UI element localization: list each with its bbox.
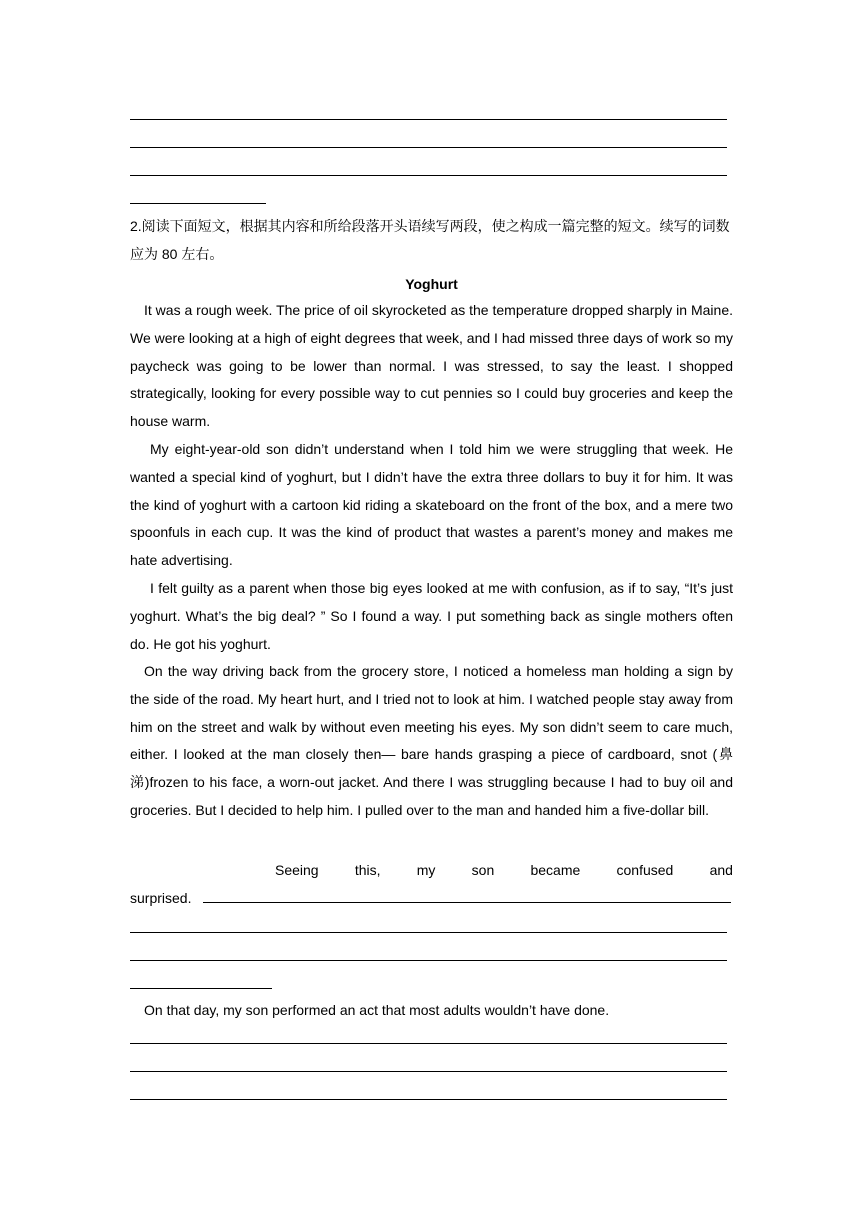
answer-line: [130, 1043, 727, 1044]
prompt-word: this,: [354, 862, 381, 878]
story-paragraph-1: It was a rough week. The price of oil skyrocketed as the temperature dropped sharply in Maine. We were looking at a high of eight degrees that week, and I had missed three days of work so my paycheck was going to be lower than normal. I was stressed, to say the least. I shopped strategically, looking for every possible way to cut pennies so I could buy groceries and keep the house warm.: [130, 302, 733, 430]
answer-line: [130, 175, 727, 176]
prompt-word: surprised.: [130, 890, 192, 906]
prompt-word: Seeing: [275, 862, 319, 878]
continuation-prompt-1-end: [130, 884, 731, 912]
answer-blank[interactable]: [203, 888, 731, 903]
continuation-prompt-2: On that day, my son performed an act that most adults wouldn’t have done.: [144, 1002, 610, 1018]
answer-line: [130, 1099, 727, 1100]
continuation-prompt-1: [130, 856, 733, 884]
answer-line: [130, 119, 727, 120]
answer-line: [130, 1071, 727, 1072]
answer-line: [130, 147, 727, 148]
prompt-word: son: [471, 862, 495, 878]
answer-line-short: [130, 988, 272, 989]
answer-line-short: [130, 203, 266, 204]
answer-line: [130, 960, 727, 961]
task-instruction: 2.阅读下面短文，根据其内容和所给段落开头语续写两段，使之构成一篇完整的短文。续写的词数应为 80 左右。: [130, 218, 730, 262]
story-paragraph-4: On the way driving back from the grocery store, I noticed a homeless man holding a sign by the side of the road. My heart hurt, and I tried not to look at him. I watched people stay away from him on the street and walk by without even meeting his eyes. My son didn’t seem to care much, either. I looked at the man closely then— bare hands grasping a piece of cardboard, snot (鼻涕)frozen to his face, a worn-out jacket. And there I was struggling because I had to buy oil and groceries. But I decided to help him. I pulled over to the man and handed him a five-dollar bill.: [130, 663, 733, 818]
story-paragraph-2: My eight-year-old son didn’t understand when I told him we were struggling that week. He wanted a special kind of yoghurt, but I didn’t have the extra three dollars to buy it for him. It was the kind of yoghurt with a cartoon kid riding a skateboard on the front of the box, and a mere two spoonfuls in each cup. It was the kind of product that wastes a parent’s money and makes me hate advertising.: [130, 441, 733, 569]
story-paragraph-3: I felt guilty as a parent when those big eyes looked at me with confusion, as if to say, “It’s just yoghurt. What’s the big deal? ” So I found a way. I put something back as single mothers often do. He got his yoghurt.: [130, 580, 733, 652]
prompt-word: my: [416, 862, 436, 878]
prompt-word: and: [709, 862, 733, 878]
story-title: Yoghurt: [405, 276, 458, 292]
prompt-word: confused: [616, 862, 674, 878]
answer-line: [130, 932, 727, 933]
prompt-word: became: [530, 862, 581, 878]
